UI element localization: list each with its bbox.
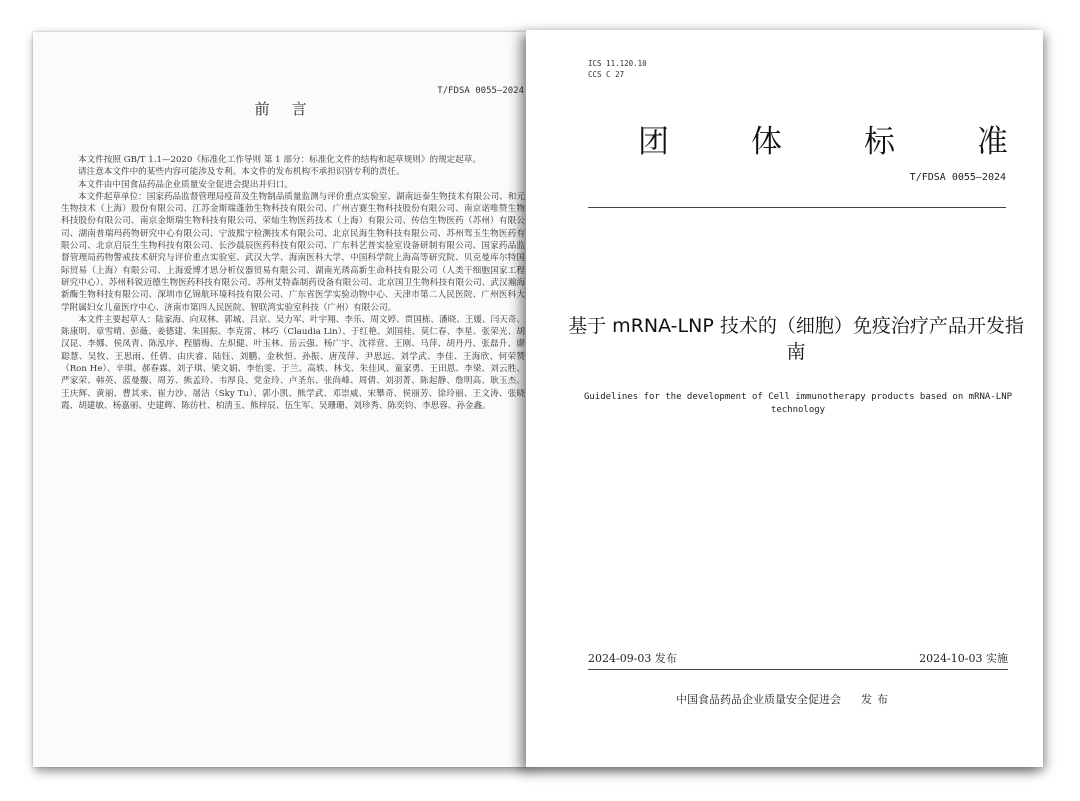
publisher-line <box>526 691 1043 707</box>
standard-type-char: 体 <box>751 124 782 160</box>
divider <box>588 669 1008 670</box>
standard-type-char: 准 <box>977 124 1008 160</box>
foreword-page <box>33 32 528 767</box>
english-title: Guidelines for the development of Cell immunotherapy products based on mRNA-LNP technology <box>583 392 1013 415</box>
foreword-body <box>61 154 525 412</box>
standard-type-title <box>638 116 1008 161</box>
publisher-name: 中国食品药品企业质量安全促进会 <box>676 693 841 706</box>
foreword-paragraph: 本文件按照 GB/T 1.1—2020《标准化工作导则 第 1 部分：标准化文件的结构和起草规则》的规定起草。 <box>78 155 482 165</box>
standard-type-char: 团 <box>638 124 669 160</box>
publish-date: 2024-09-03 发布 <box>588 652 677 665</box>
publisher-action: 发布 <box>861 693 893 706</box>
cover-page <box>526 30 1043 767</box>
ccs-code: CCS C 27 <box>588 70 625 79</box>
implementation-date: 2024-10-03 实施 <box>919 652 1008 665</box>
standard-type-char: 标 <box>864 124 895 160</box>
foreword-paragraph: 本文件起草单位：国家药品监督管理局疫苗及生物制品质量监测与评价重点实验室、湖南远泰生物技术有限公司、和元生物技术（上海）股份有限公司、江苏金斯瑞蓬勃生物科技有限公司、广州吉赛生物科技股份有限公司、南京诺唯赞生物科技股份有限公司、南京金斯瑞生物科技有限公司、荣灿生物医药技术（上海）有限公司、传信生物医药（苏州）有限公司、湖南普瑞玛药物研究中心有限公司、宁波熙宁检测技术有限公司、北京民海生物科技有限公司、苏州驾玉生物医药有限公司、北京启辰生生物科技有限公司、长沙晨辰医药科技有限公司、广东科艺普实验室设备研制有限公司、国家药品监督管理局药物警戒技术研究与评价重点实验室、武汉大学、海南医科大学、中国科学院上海高等研究院、贝克曼库尔特国际贸易（上海）有限公司、上海爱博才思分析仪器贸易有限公司、湖南光琇高新生命科技有限公司（人类干细胞国家工程研究中心）、苏州科锐迈德生物医药科技有限公司、苏州艾特森制药设备有限公司、北京国卫生物科技有限公司、武汉瀚海新酶生物科技有限公司、深圳市亿锦航环境科技有限公司、广东省医学实验动物中心、天津市第二人民医院、广州医科大学附属妇女儿童医疗中心、济南市第四人民医院、智联湾实验室科技（广州）有限公司。 <box>61 191 525 313</box>
classification-codes <box>588 58 647 80</box>
foreword-paragraph: 本文件由中国食品药品企业质量安全促进会提出并归口。 <box>78 179 293 190</box>
document-code: T/FDSA 0055—2024 <box>437 86 524 96</box>
chinese-title: 基于 mRNA-LNP 技术的（细胞）免疫治疗产品开发指南 <box>568 315 1024 363</box>
ics-code: ICS 11.120.10 <box>588 59 647 68</box>
foreword-paragraph: 请注意本文件中的某些内容可能涉及专利。本文件的发布机构不承担识别专利的责任。 <box>78 167 405 178</box>
foreword-paragraph: 本文件主要起草人：陆家海、向双林、郭城、吕京、吴力军、叶宇翔、李乐、周文婷、贾国栋、潘晓、王媛、闫天奇、陈康明、章雪晴、彭薇、姜德建、朱国振、李克雷、林巧（Claudia Lin）、于红艳、刘国桂、莫仁春、李星、张荣光、胡汉昆、李娜、侯凤青、陈泓序、程腊梅、左炽健、叶玉林、岳云强、杨广宇、沈祥营、王刚、马萍、胡丹丹、张磊升、廖聪慧、吴牧、王思雨、任倩、由庆睿、陆钰、刘鹏、金秋恒、孙振、唐茂萍、尹思远、刘学武、李佳、王海欣、何荣赞（Ron He）、辛琪、郝春霖、刘子琪、梁文娟、李怡雯、于兰、高轶、林戈、朱佳风、童家勇、王田恩、李梁、刘云胜、严家荣、韩英、蓝曼馥、周芳、熊孟玲、韦厚良、党金玲、卢圣东、张尚峰、周倩、刘羽菁、陈起静、詹明高、耿玉杰、王庆辉、黄丽、曹其来、崔力沙、屠洁（Sky Tu）、郭小凯、熊学武、邓崇威、宋攀奇、侯丽芳、徐玲丽、王文涛、张晓霞、胡建敏、杨嘉丽、史建辉、陈彷杜、柏清玉、熊梓辰、伍生军、吴珊珊、刘珍秀、陈奕钧、李思蓉、孙金鑫。 <box>61 314 525 411</box>
divider <box>588 207 1006 208</box>
foreword-heading: 前言 <box>254 100 329 118</box>
document-code: T/FDSA 0055—2024 <box>909 172 1006 183</box>
